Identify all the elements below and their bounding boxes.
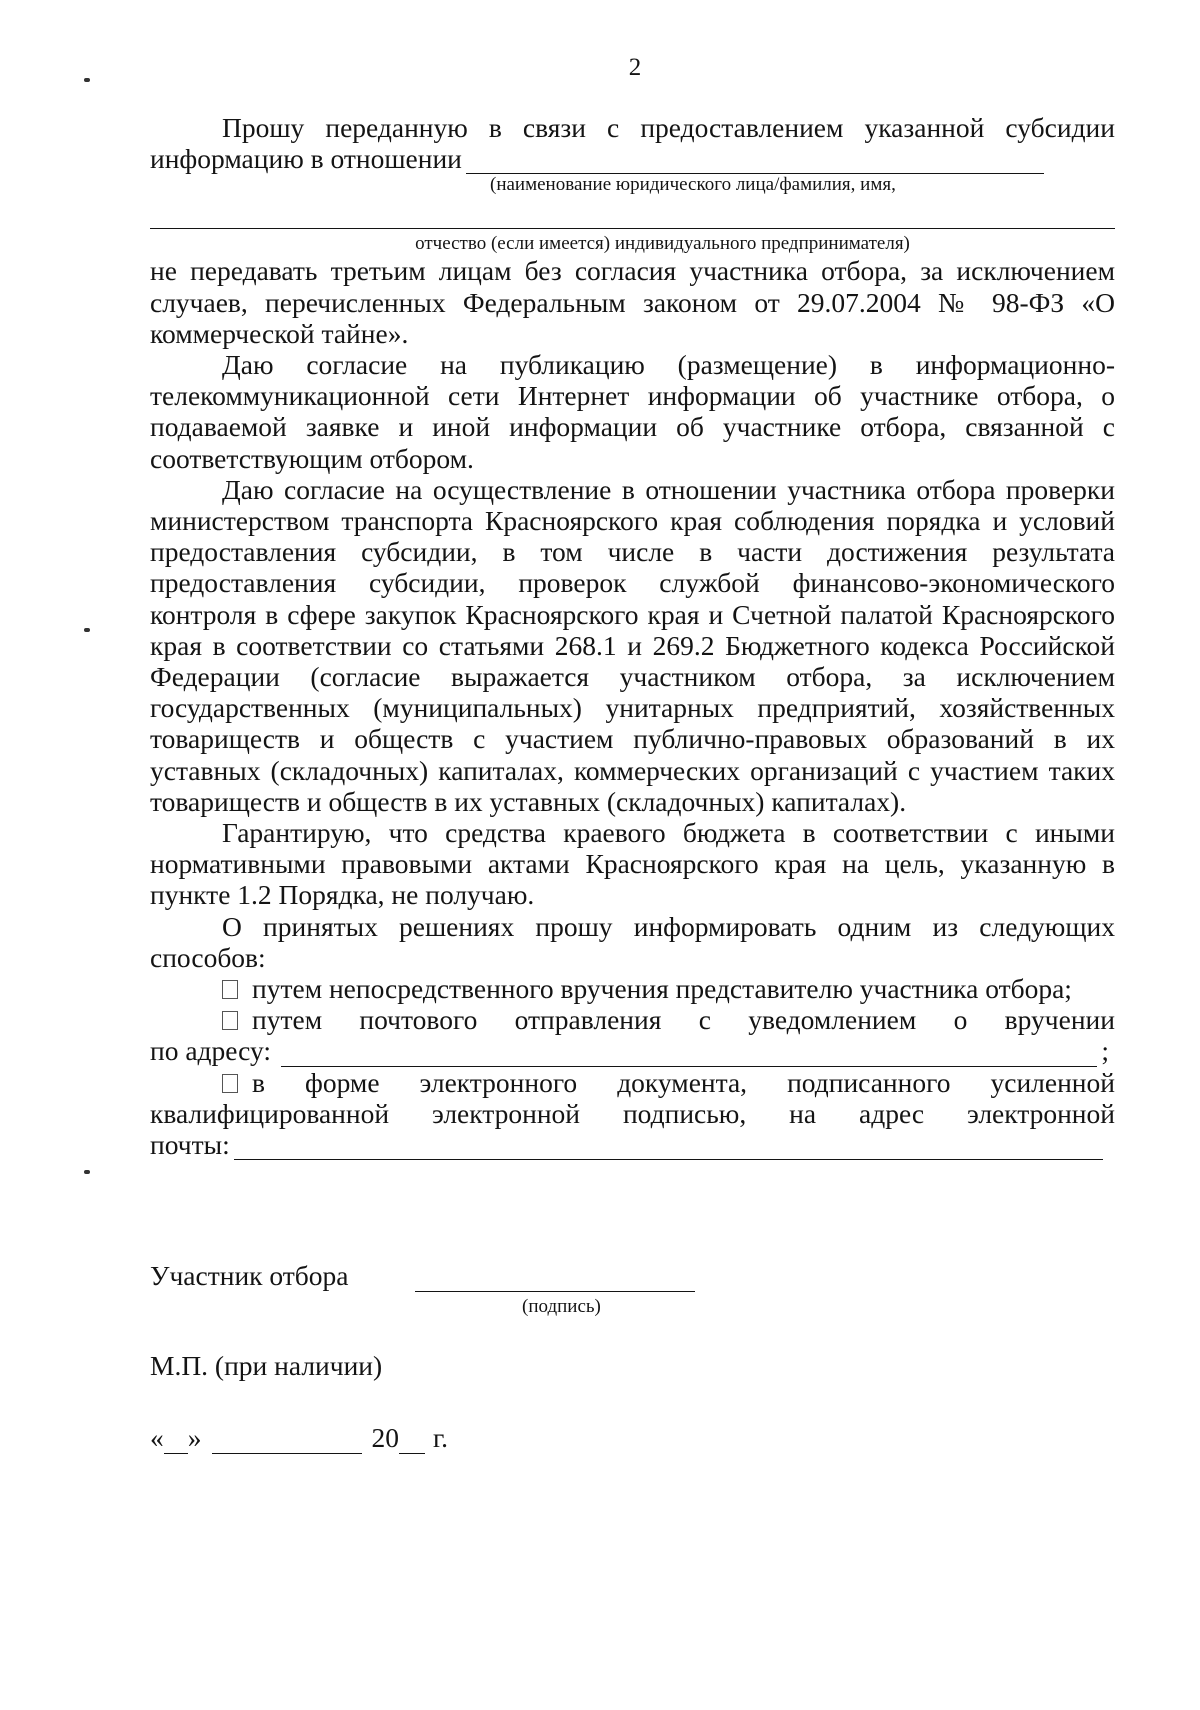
date-row (150, 1422, 1115, 1454)
email-field[interactable] (234, 1135, 1103, 1160)
paragraph-notification-methods: О принятых решениях прошу информировать одним из следующих способов: (150, 910, 1115, 973)
day-field[interactable] (164, 1431, 188, 1454)
paragraph-audit-consent: Даю согласие на осуществление в отношении участника отбора проверки министерством транспорта Красноярского края соблюдения порядка и условий предоставления субсидии, в том числе в части достижения результата предоставления субсидии, проверок службой финансово-экономического контроля в сфере закупок Красноярского края и Счетной палатой Красноярского края в соответствии со статьями 268.1 и 269.2 Бюджетного кодекса Российской Федерации (согласие выражается участником отбора, за исключением государственных (муниципальных) унитарных предприятий, хозяйственных товариществ и обществ с участием публично-правовых образований в их уставных (складочных) капиталах, коммерческих организаций с участием таких товариществ и обществ в их уставных (складочных) капиталах). (150, 473, 1115, 817)
signature-block (150, 1260, 1115, 1454)
postal-address-semicolon: ; (1101, 1035, 1109, 1067)
option-postal (150, 1004, 1115, 1035)
entity-name-hint-2: отчество (если имеется) индивидуального предпринимателя) (415, 233, 910, 255)
entity-name-field[interactable] (466, 149, 1044, 174)
document-body (150, 112, 1115, 1160)
email-label: почты: (150, 1129, 230, 1161)
month-field[interactable] (212, 1431, 362, 1454)
intro-line-1: Прошу переданную в связи с предоставлением указанной субсидии (222, 112, 1115, 143)
participant-signature-row (150, 1260, 1115, 1292)
year-prefix: 20 (371, 1422, 399, 1453)
checkbox-postal[interactable] (222, 1011, 238, 1030)
scan-mark (84, 628, 90, 632)
intro-line-2 (150, 143, 1115, 174)
option-email (150, 1067, 1115, 1098)
postal-address-field[interactable] (281, 1042, 1097, 1067)
entity-name-field-continued[interactable] (150, 196, 1115, 229)
checkbox-personal-delivery[interactable] (222, 980, 238, 999)
option-email-label: в форме электронного документа, подписанного усиленной (252, 1066, 1115, 1098)
paragraph-publication-consent: Даю согласие на публикацию (размещение) в информационно-телекоммуникационной сети Интернет информации об участнике отбора, о подаваемой заявке и иной информации об участнике отбора, связанной с соответствующим отбором. (150, 349, 1115, 474)
option-personal-delivery-label: путем непосредственного вручения представителю участника отбора; (252, 973, 1072, 1005)
intro-line-2-text: информацию в отношении (150, 143, 462, 175)
year-field[interactable] (399, 1431, 425, 1454)
option-postal-label: путем почтового отправления с уведомлением о вручении (252, 1004, 1115, 1036)
signature-field[interactable] (415, 1269, 695, 1292)
email-row (150, 1129, 1115, 1160)
year-suffix: г. (433, 1422, 449, 1453)
scan-mark (84, 1170, 90, 1174)
postal-address-row (150, 1035, 1115, 1066)
page-number: 2 (628, 54, 642, 81)
checkbox-email[interactable] (222, 1074, 238, 1093)
option-personal-delivery (150, 973, 1115, 1004)
paragraph-confidentiality: не передавать третьим лицам без согласия участника отбора, за исключением случаев, перечисленных Федеральным законом от 29.07.2004 № 98-ФЗ «О коммерческой тайне». (150, 255, 1115, 349)
postal-address-label: по адресу: (150, 1035, 272, 1067)
option-email-line-2: квалифицированной электронной подписью, на адрес электронной (150, 1097, 1115, 1129)
seal-label: М.П. (при наличии) (150, 1350, 383, 1381)
entity-name-hint: (наименование юридического лица/фамилия, имя, (490, 174, 896, 196)
participant-label: Участник отбора (150, 1260, 349, 1291)
date-open-quote: « (150, 1422, 164, 1453)
date-close-quote: » (187, 1422, 202, 1453)
paragraph-guarantee: Гарантирую, что средства краевого бюджета в соответствии с иными нормативными правовыми актами Красноярского края на цель, указанную в пункте 1.2 Порядка, не получаю. (150, 817, 1115, 911)
signature-hint: (подпись) (522, 1296, 601, 1317)
